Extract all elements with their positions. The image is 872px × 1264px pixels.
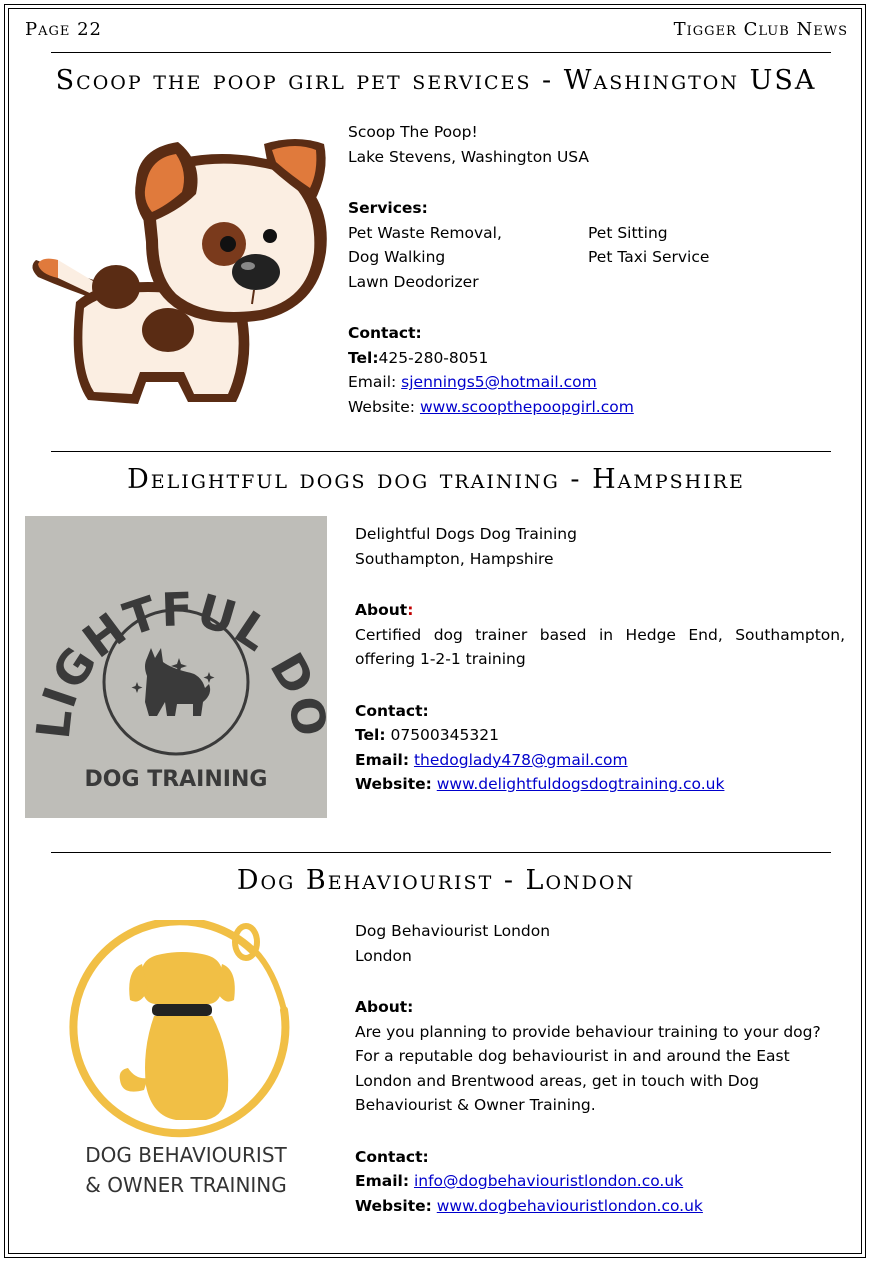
website-label: Website: [355,1196,432,1215]
page-number: Page 22 [25,19,102,40]
logo-line1: DOG BEHAVIOURIST [85,1143,287,1167]
logo-bottom-text: DOG TRAINING [84,767,268,792]
listing-title: Scoop the poop girl pet services - Washington USA [55,65,817,96]
contact-label: Contact: [355,701,429,720]
contact-label: Contact: [355,1147,429,1166]
listing-details [348,120,709,419]
business-location: Lake Stevens, Washington USA [348,147,590,166]
service-item: Lawn Deodorizer [348,272,479,291]
logo-line2: & OWNER TRAINING [85,1173,287,1197]
about-label: About: [355,998,414,1016]
logo-arc-text: LIGHTFUL D [25,581,326,742]
business-location: Southampton, Hampshire [355,549,554,568]
email-label: Email: [348,373,402,391]
business-name: Dog Behaviourist London [355,922,551,940]
service-item: Dog Walking [348,248,446,266]
service-item: Pet Waste Removal, [348,223,502,242]
listing-title: Dog Behaviourist - London [236,865,636,896]
email-link[interactable]: sjennings5@hotmail.com [401,373,597,391]
divider [51,52,831,53]
services-list [348,221,709,295]
publication-name: Tigger Club News [673,19,848,40]
business-location: London [355,946,412,965]
website-link[interactable]: www.delightfuldogsdogtraining.co.uk [436,775,725,793]
tel-label: Tel: [348,348,379,367]
email-label: Email: [355,750,410,769]
contact-label: Contact: [348,324,422,342]
email-link[interactable]: info@dogbehaviouristlondon.co.uk [413,1172,684,1190]
service-item: Pet Sitting [588,223,668,242]
delightful-dogs-logo [25,516,327,818]
email-label: Email: [355,1172,410,1190]
business-name: Delightful Dogs Dog Training [355,525,577,543]
services-label: Services: [348,199,428,217]
website-label: Website: [348,397,420,416]
tel-label: Tel: [355,726,386,744]
website-link[interactable]: www.dogbehaviouristlondon.co.uk [436,1196,703,1215]
divider [51,451,831,452]
tel-value: 425-280-8051 [378,348,489,367]
business-name: Scoop The Poop! [348,123,478,141]
website-label: Website: [355,775,432,793]
cartoon-dog-image [28,132,330,416]
listing-details [355,522,845,797]
about-text: Certified dog trainer based in Hedge End, Southampton, offering 1-2-1 training [355,625,845,668]
dog-behaviourist-logo [56,920,316,1205]
service-item: Pet Taxi Service [588,248,710,266]
tel-value: 07500345321 [385,726,499,744]
about-text: Are you planning to provide behaviour training to your dog? For a reputable dog behaviourist in and around the East London and Brentwood areas, get in touch with Dog Behaviourist & Owner Training. [355,1022,821,1114]
email-link[interactable]: thedoglady478@gmail.com [413,750,628,769]
listing-title: Delightful dogs dog training - Hampshire [127,464,745,495]
website-link[interactable]: www.scoopthepoopgirl.com [419,397,634,416]
about-label: About [355,601,408,619]
listing-details [355,919,831,1218]
divider [51,852,831,853]
about-colon: : [407,601,414,619]
